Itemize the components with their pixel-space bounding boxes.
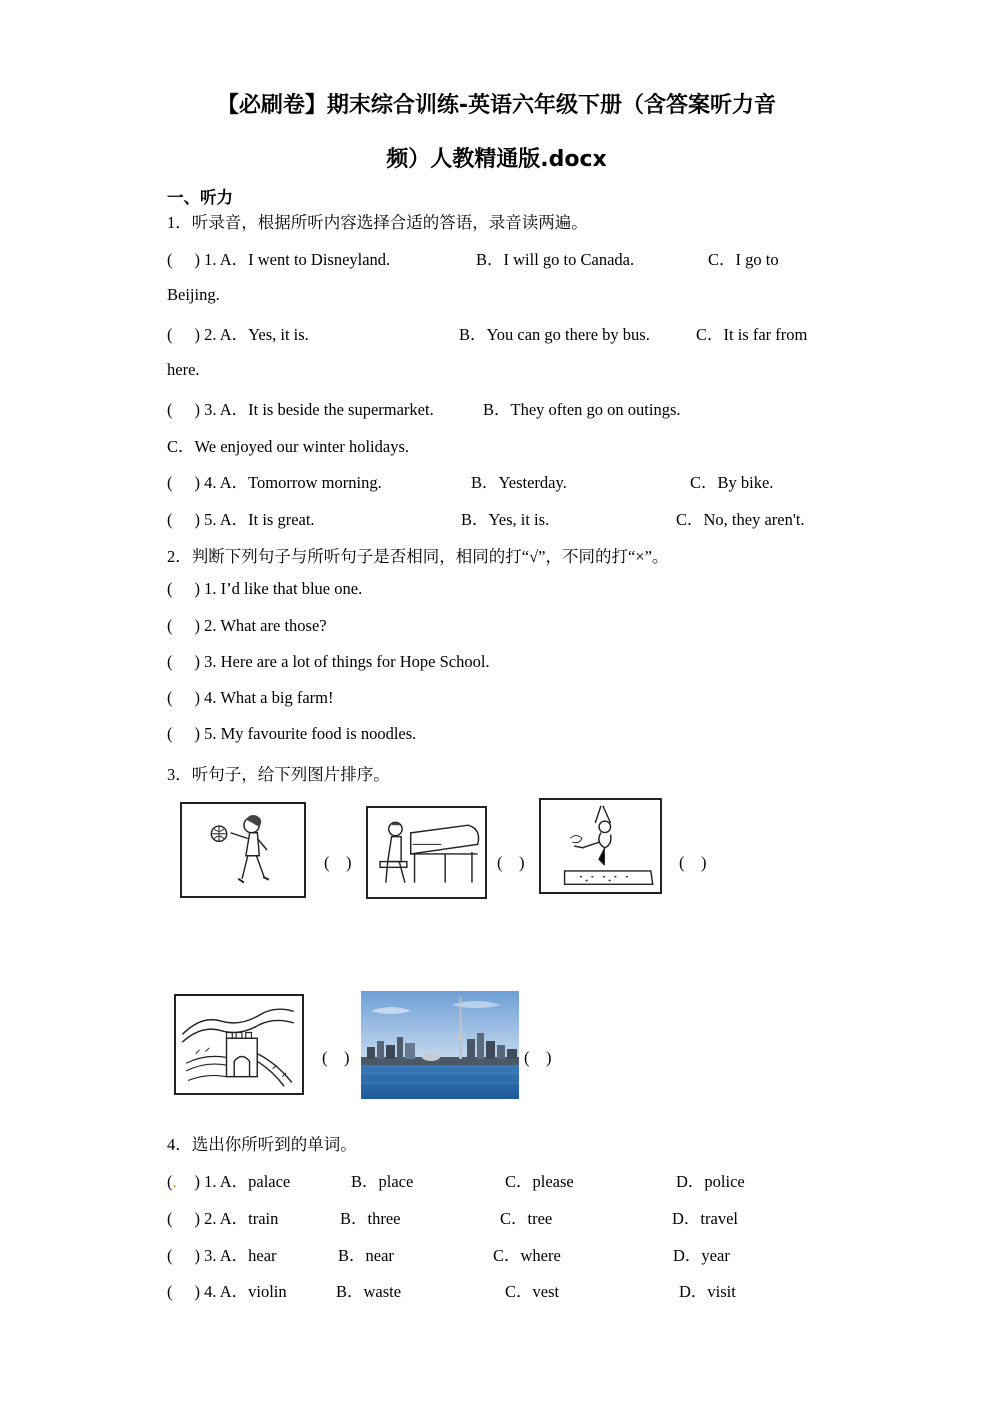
q1-item-5: ( ) 5. A．It is great.	[167, 510, 315, 529]
q1-item-2-option-c: C．It is far from	[696, 325, 808, 344]
q2-prompt: 2．判断下列句子与所听句子是否相同，相同的打“√”，不同的打“×”。	[167, 547, 669, 566]
q1-item-2-option-b: B．You can go there by bus.	[459, 325, 650, 344]
q3-blank-4[interactable]: ( )	[322, 1048, 350, 1067]
q3-prompt: 3．听句子，给下列图片排序。	[167, 765, 390, 784]
q1-item-1-option-b: B．I will go to Canada.	[476, 250, 635, 269]
q1-item-1-option-c: C．I go to	[708, 250, 779, 269]
q4-prompt: 4．选出你所听到的单词。	[167, 1135, 357, 1154]
gymnast-jump-icon	[539, 798, 662, 894]
section-heading: 一、听力	[167, 188, 233, 207]
q1-item-5-option-b: B．Yes, it is.	[461, 510, 550, 529]
q1-item-3: ( ) 3. A．It is beside the supermarket.	[167, 400, 434, 419]
q4-item-1-option-b: B．place	[351, 1172, 414, 1191]
q4-item-1: (. ) 1. A．palace	[167, 1172, 291, 1191]
q4-item-2-option-c: C．tree	[500, 1209, 553, 1228]
q4-item-3-option-c: C．where	[493, 1246, 561, 1265]
q2-item-5: ( ) 5. My favourite food is noodles.	[167, 724, 417, 743]
q1-item-1-wrap: Beijing.	[167, 285, 220, 304]
q4-item-3: ( ) 3. A．hear	[167, 1246, 277, 1265]
q4-item-4-option-b: B．waste	[336, 1282, 402, 1301]
q3-blank-1[interactable]: ( )	[324, 853, 352, 872]
q1-item-1: ( ) 1. A．I went to Disneyland.	[167, 250, 391, 269]
q4-item-2-option-b: B．three	[340, 1209, 401, 1228]
q4-item-1-option-c: C．please	[505, 1172, 574, 1191]
toronto-skyline-photo	[361, 991, 519, 1099]
q1-item-3-wrap: C．We enjoyed our winter holidays.	[167, 437, 409, 456]
q4-item-4: ( ) 4. A．violin	[167, 1282, 287, 1301]
q1-item-5-option-c: C．No, they aren't.	[676, 510, 805, 529]
q4-item-4-option-c: C．vest	[505, 1282, 560, 1301]
piano-player-icon	[366, 806, 487, 899]
q4-item-3-option-b: B．near	[338, 1246, 394, 1265]
q1-item-2: ( ) 2. A．Yes, it is.	[167, 325, 309, 344]
page-title-line1: 【必刷卷】期末综合训练-英语六年级下册（含答案听力音	[216, 93, 777, 118]
q2-item-4: ( ) 4. What a big farm!	[167, 688, 334, 707]
q1-item-4: ( ) 4. A．Tomorrow morning.	[167, 473, 382, 492]
q1-item-4-option-c: C．By bike.	[690, 473, 774, 492]
great-wall-icon	[174, 994, 304, 1095]
q3-blank-2[interactable]: ( )	[497, 853, 525, 872]
q2-item-2: ( ) 2. What are those?	[167, 616, 327, 635]
q1-prompt: 1．听录音，根据所听内容选择合适的答语，录音读两遍。	[167, 213, 588, 232]
q1-item-2-wrap: here.	[167, 360, 200, 379]
q4-item-1-option-d: D．police	[676, 1172, 745, 1191]
q2-item-3: ( ) 3. Here are a lot of things for Hope School.	[167, 652, 490, 671]
q2-item-1: ( ) 1. I’d like that blue one.	[167, 579, 363, 598]
q3-blank-5[interactable]: ( )	[524, 1048, 552, 1067]
girl-volleyball-icon	[180, 802, 306, 898]
q1-item-4-option-b: B．Yesterday.	[471, 473, 567, 492]
q4-item-2-option-d: D．travel	[672, 1209, 738, 1228]
q4-item-3-option-d: D．year	[673, 1246, 730, 1265]
q1-item-3-option-b: B．They often go on outings.	[483, 400, 681, 419]
page-title-line2: 频）人教精通版.docx	[386, 147, 607, 172]
q3-blank-3[interactable]: ( )	[679, 853, 707, 872]
q4-item-2: ( ) 2. A．train	[167, 1209, 279, 1228]
q4-item-4-option-d: D．visit	[679, 1282, 736, 1301]
